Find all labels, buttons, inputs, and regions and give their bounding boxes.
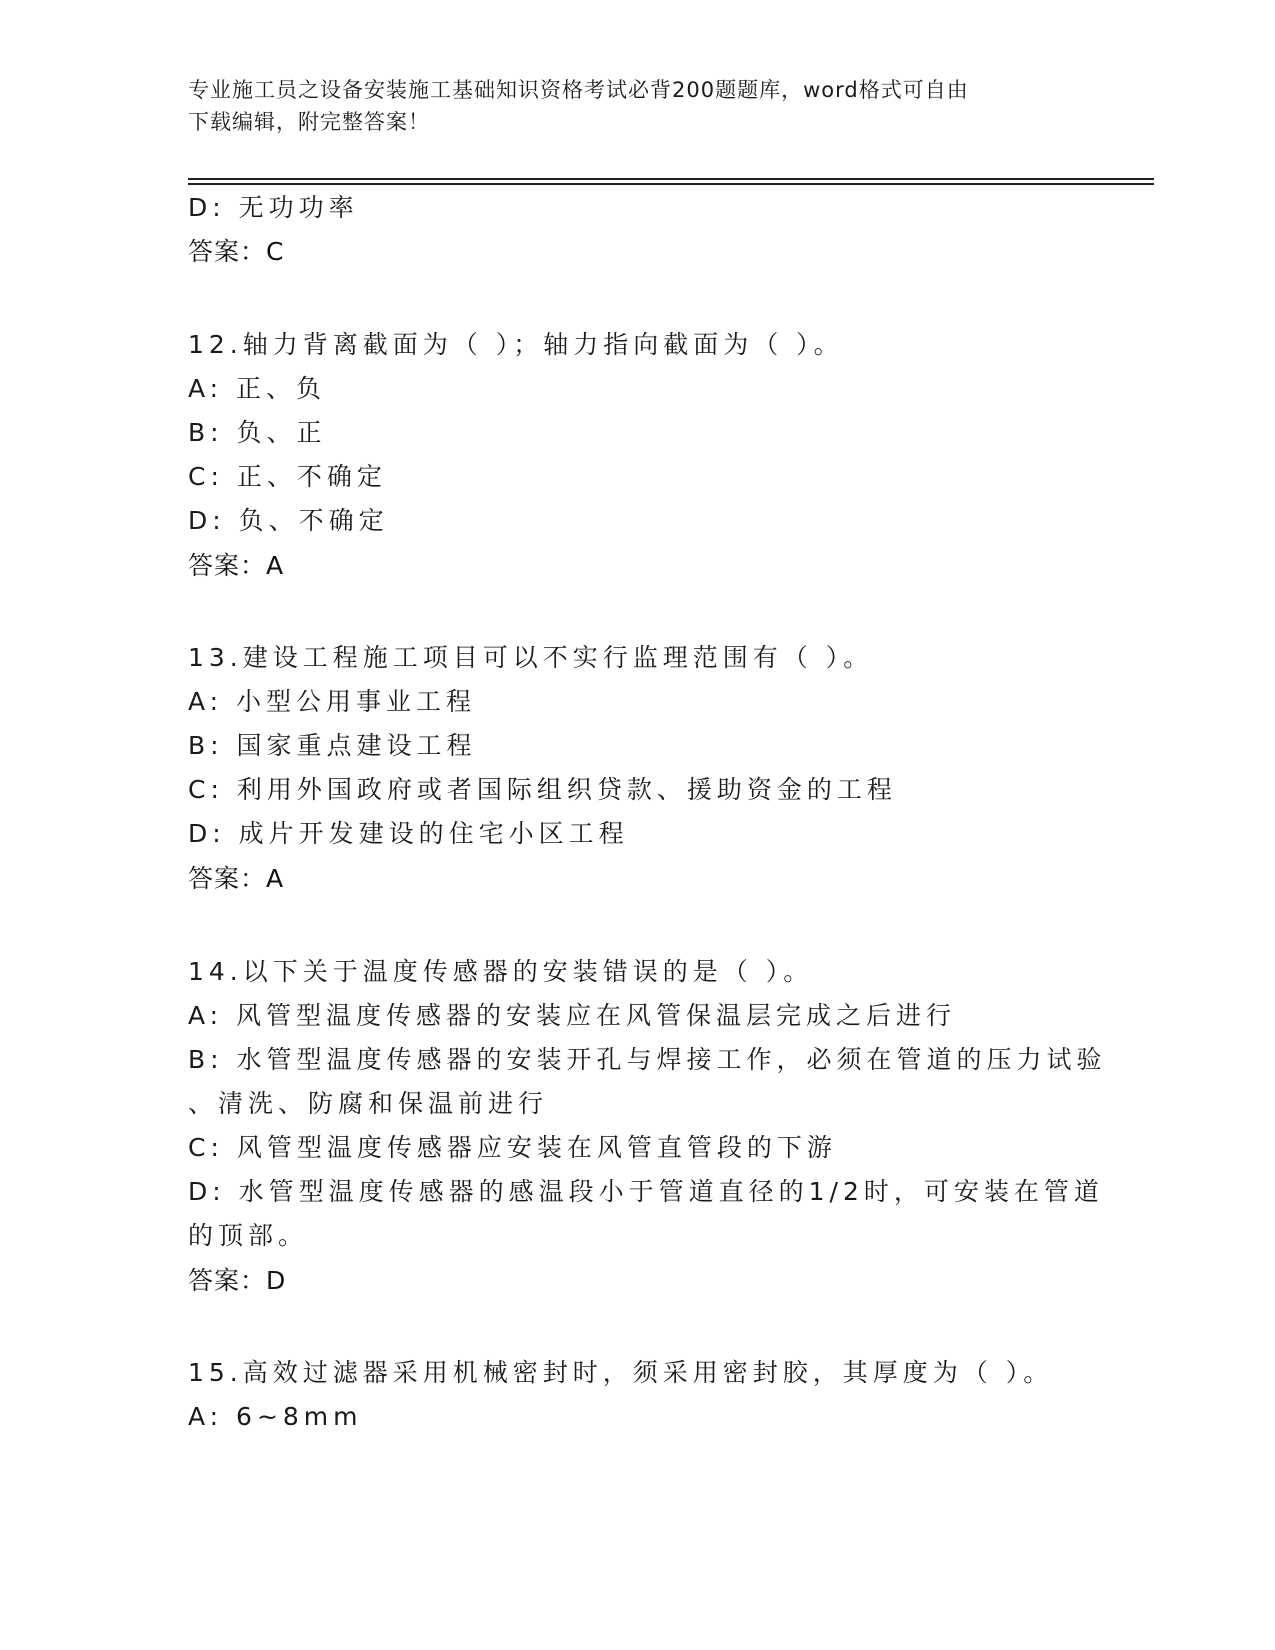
question-12-option-c: C: 正、不确定 bbox=[188, 462, 387, 491]
question-13-option-a: A: 小型公用事业工程 bbox=[188, 687, 477, 716]
question-14-option-d: D: 水管型温度传感器的感温段小于管道直径的1/2时，可安装在管道 bbox=[188, 1177, 1104, 1206]
prev-option-d: D: 无功功率 bbox=[188, 193, 359, 222]
question-14-option-d-cont: 的顶部。 bbox=[188, 1221, 309, 1250]
header-line-1: 专业施工员之设备安装施工基础知识资格考试必背200题题库，word格式可自由 bbox=[188, 78, 969, 102]
question-12-option-d: D: 负、不确定 bbox=[188, 506, 389, 535]
header-line-2: 下载编辑，附完整答案！ bbox=[188, 110, 430, 134]
header-divider-bottom bbox=[188, 183, 1154, 185]
question-14-option-b-cont: 、清洗、防腐和保温前进行 bbox=[188, 1089, 549, 1118]
question-15-stem: 15.高效过滤器采用机械密封时，须采用密封胶，其厚度为（ ）。 bbox=[188, 1358, 1054, 1387]
question-14-option-c: C: 风管型温度传感器应安装在风管直管段的下游 bbox=[188, 1133, 837, 1162]
question-14-option-a: A: 风管型温度传感器的安装应在风管保温层完成之后进行 bbox=[188, 1001, 957, 1030]
question-14-answer: 答案：D bbox=[188, 1266, 287, 1295]
question-12-option-a: A: 正、负 bbox=[188, 374, 327, 403]
question-12-option-b: B: 负、正 bbox=[188, 418, 327, 447]
question-13-option-c: C: 利用外国政府或者国际组织贷款、援助资金的工程 bbox=[188, 775, 897, 804]
header-divider-top bbox=[188, 178, 1154, 180]
question-14-option-b: B: 水管型温度传感器的安装开孔与焊接工作，必须在管道的压力试验 bbox=[188, 1045, 1107, 1074]
prev-answer: 答案：C bbox=[188, 237, 285, 266]
question-15-option-a: A: 6~8mm bbox=[188, 1402, 363, 1431]
question-13-stem: 13.建设工程施工项目可以不实行监理范围有（ ）。 bbox=[188, 643, 874, 672]
question-12-stem: 12.轴力背离截面为（ ）；轴力指向截面为（ ）。 bbox=[188, 330, 844, 359]
question-13-option-d: D: 成片开发建设的住宅小区工程 bbox=[188, 819, 629, 848]
question-12-answer: 答案：A bbox=[188, 551, 285, 580]
question-14-stem: 14.以下关于温度传感器的安装错误的是（ ）。 bbox=[188, 957, 814, 986]
document-header bbox=[188, 74, 1068, 138]
question-13-answer: 答案：A bbox=[188, 864, 285, 893]
question-13-option-b: B: 国家重点建设工程 bbox=[188, 731, 477, 760]
